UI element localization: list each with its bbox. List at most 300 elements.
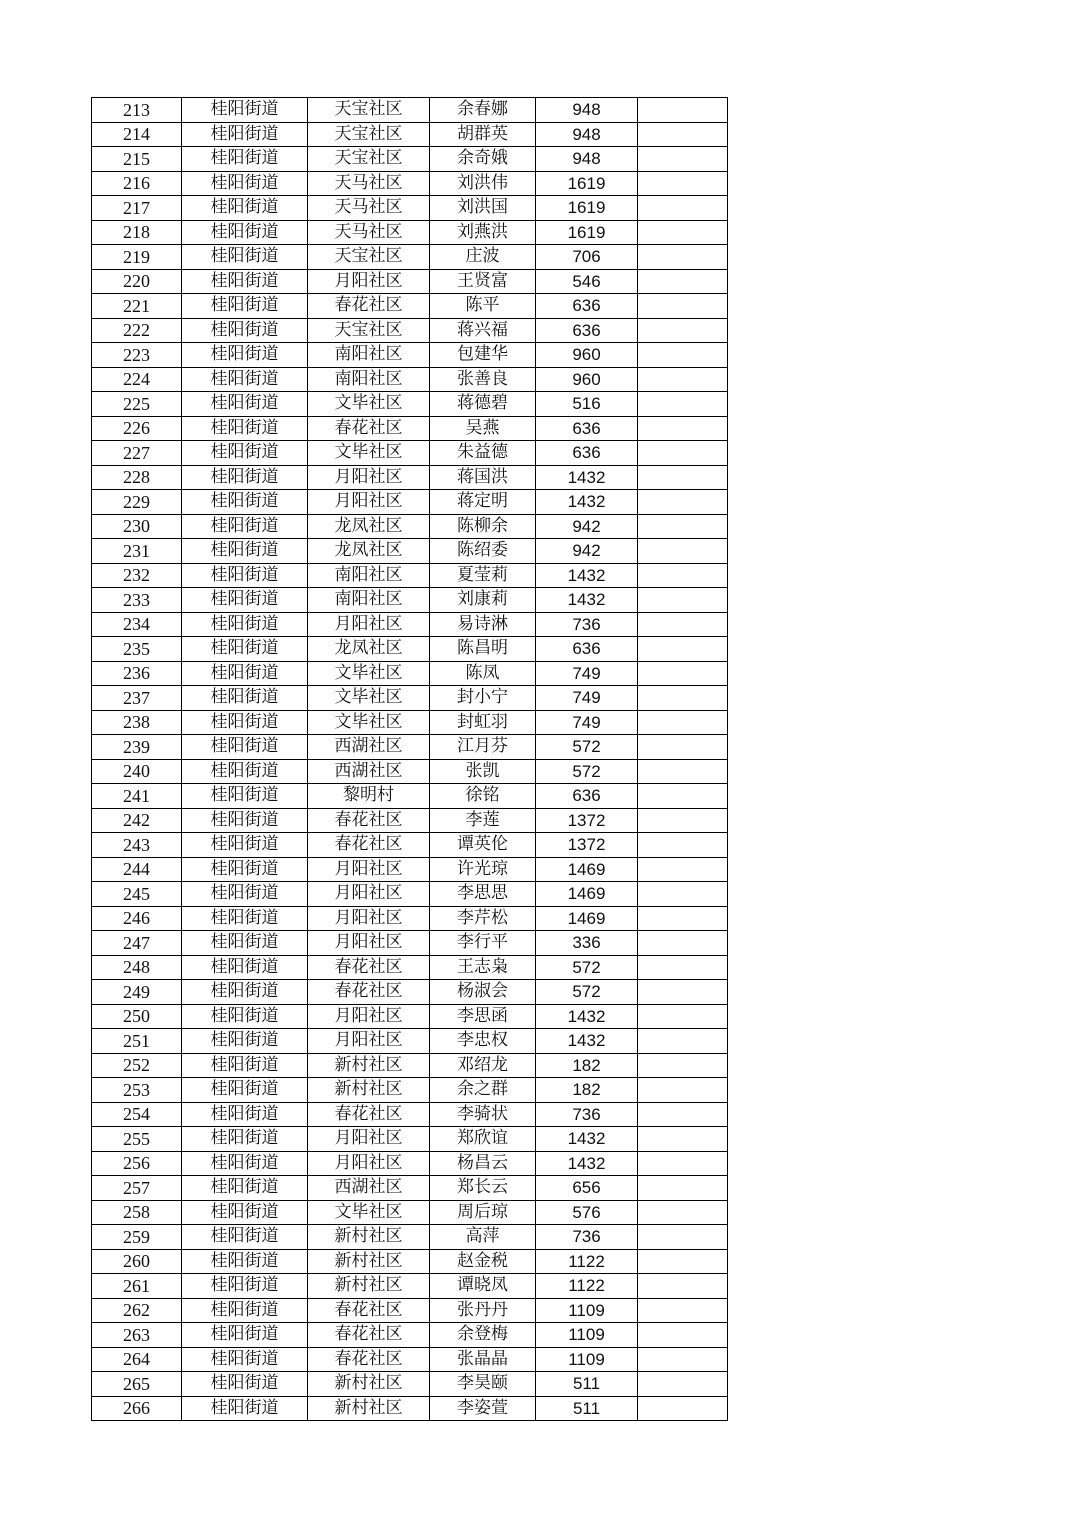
community-name: 月阳社区 [308, 857, 430, 882]
person-name: 杨昌云 [430, 1151, 536, 1176]
person-name: 张凯 [430, 759, 536, 784]
row-number: 242 [92, 808, 182, 833]
street-name: 桂阳街道 [182, 1225, 308, 1250]
remark-cell [638, 637, 728, 662]
amount-value: 1619 [536, 171, 638, 196]
community-name: 新村社区 [308, 1053, 430, 1078]
person-name: 余之群 [430, 1078, 536, 1103]
street-name: 桂阳街道 [182, 784, 308, 809]
community-name: 月阳社区 [308, 1151, 430, 1176]
row-number: 239 [92, 735, 182, 760]
amount-value: 636 [536, 318, 638, 343]
table-body [92, 98, 728, 1421]
table-row [92, 1274, 728, 1299]
row-number: 219 [92, 245, 182, 270]
community-name: 新村社区 [308, 1396, 430, 1421]
street-name: 桂阳街道 [182, 220, 308, 245]
remark-cell [638, 759, 728, 784]
community-name: 春花社区 [308, 808, 430, 833]
community-name: 月阳社区 [308, 1029, 430, 1054]
person-name: 蒋德碧 [430, 392, 536, 417]
remark-cell [638, 465, 728, 490]
person-name: 陈昌明 [430, 637, 536, 662]
person-name: 刘洪国 [430, 196, 536, 221]
row-number: 217 [92, 196, 182, 221]
street-name: 桂阳街道 [182, 294, 308, 319]
amount-value: 511 [536, 1396, 638, 1421]
remark-cell [638, 171, 728, 196]
street-name: 桂阳街道 [182, 318, 308, 343]
community-name: 月阳社区 [308, 465, 430, 490]
table-row [92, 612, 728, 637]
community-name: 春花社区 [308, 1323, 430, 1348]
remark-cell [638, 1029, 728, 1054]
community-name: 春花社区 [308, 1298, 430, 1323]
community-name: 新村社区 [308, 1372, 430, 1397]
table-row [92, 735, 728, 760]
amount-value: 576 [536, 1200, 638, 1225]
remark-cell [638, 1053, 728, 1078]
street-name: 桂阳街道 [182, 490, 308, 515]
person-name: 刘燕洪 [430, 220, 536, 245]
table-row [92, 710, 728, 735]
street-name: 桂阳街道 [182, 710, 308, 735]
person-name: 余春娜 [430, 98, 536, 123]
amount-value: 960 [536, 367, 638, 392]
row-number: 253 [92, 1078, 182, 1103]
table-row [92, 661, 728, 686]
amount-value: 736 [536, 1102, 638, 1127]
table-row [92, 759, 728, 784]
amount-value: 942 [536, 539, 638, 564]
remark-cell [638, 882, 728, 907]
remark-cell [638, 1078, 728, 1103]
row-number: 220 [92, 269, 182, 294]
row-number: 227 [92, 441, 182, 466]
street-name: 桂阳街道 [182, 612, 308, 637]
person-name: 赵金税 [430, 1249, 536, 1274]
person-name: 郑欣谊 [430, 1127, 536, 1152]
remark-cell [638, 245, 728, 270]
remark-cell [638, 612, 728, 637]
street-name: 桂阳街道 [182, 147, 308, 172]
remark-cell [638, 318, 728, 343]
amount-value: 336 [536, 931, 638, 956]
community-name: 天宝社区 [308, 147, 430, 172]
community-name: 文毕社区 [308, 392, 430, 417]
street-name: 桂阳街道 [182, 1053, 308, 1078]
community-name: 春花社区 [308, 1102, 430, 1127]
amount-value: 1109 [536, 1347, 638, 1372]
street-name: 桂阳街道 [182, 1372, 308, 1397]
street-name: 桂阳街道 [182, 1396, 308, 1421]
remark-cell [638, 1323, 728, 1348]
community-name: 月阳社区 [308, 269, 430, 294]
table-row [92, 367, 728, 392]
amount-value: 182 [536, 1053, 638, 1078]
table-row [92, 1298, 728, 1323]
person-name: 李行平 [430, 931, 536, 956]
community-name: 西湖社区 [308, 1176, 430, 1201]
row-number: 265 [92, 1372, 182, 1397]
row-number: 224 [92, 367, 182, 392]
street-name: 桂阳街道 [182, 759, 308, 784]
remark-cell [638, 735, 728, 760]
remark-cell [638, 98, 728, 123]
table-row [92, 1396, 728, 1421]
community-name: 春花社区 [308, 294, 430, 319]
amount-value: 636 [536, 784, 638, 809]
row-number: 235 [92, 637, 182, 662]
table-row [92, 882, 728, 907]
community-name: 文毕社区 [308, 661, 430, 686]
row-number: 234 [92, 612, 182, 637]
street-name: 桂阳街道 [182, 833, 308, 858]
street-name: 桂阳街道 [182, 539, 308, 564]
remark-cell [638, 955, 728, 980]
street-name: 桂阳街道 [182, 465, 308, 490]
row-number: 250 [92, 1004, 182, 1029]
remark-cell [638, 710, 728, 735]
amount-value: 960 [536, 343, 638, 368]
table-row [92, 1323, 728, 1348]
person-name: 蒋兴福 [430, 318, 536, 343]
amount-value: 749 [536, 686, 638, 711]
table-row [92, 416, 728, 441]
remark-cell [638, 906, 728, 931]
remark-cell [638, 1225, 728, 1250]
community-name: 西湖社区 [308, 759, 430, 784]
community-name: 文毕社区 [308, 441, 430, 466]
row-number: 244 [92, 857, 182, 882]
person-name: 李姿萱 [430, 1396, 536, 1421]
amount-value: 572 [536, 980, 638, 1005]
table-row [92, 1225, 728, 1250]
remark-cell [638, 269, 728, 294]
table-row [92, 588, 728, 613]
person-name: 封虹羽 [430, 710, 536, 735]
row-number: 222 [92, 318, 182, 343]
street-name: 桂阳街道 [182, 98, 308, 123]
table-row [92, 1176, 728, 1201]
person-name: 王志枭 [430, 955, 536, 980]
remark-cell [638, 661, 728, 686]
street-name: 桂阳街道 [182, 1004, 308, 1029]
street-name: 桂阳街道 [182, 1151, 308, 1176]
community-name: 春花社区 [308, 980, 430, 1005]
community-name: 月阳社区 [308, 490, 430, 515]
remark-cell [638, 416, 728, 441]
community-name: 天宝社区 [308, 245, 430, 270]
row-number: 232 [92, 563, 182, 588]
street-name: 桂阳街道 [182, 1127, 308, 1152]
person-name: 李忠权 [430, 1029, 536, 1054]
remark-cell [638, 784, 728, 809]
person-name: 陈绍委 [430, 539, 536, 564]
community-name: 南阳社区 [308, 588, 430, 613]
person-name: 夏莹莉 [430, 563, 536, 588]
person-name: 邓绍龙 [430, 1053, 536, 1078]
row-number: 243 [92, 833, 182, 858]
amount-value: 706 [536, 245, 638, 270]
row-number: 252 [92, 1053, 182, 1078]
row-number: 240 [92, 759, 182, 784]
amount-value: 511 [536, 1372, 638, 1397]
street-name: 桂阳街道 [182, 245, 308, 270]
person-name: 杨淑会 [430, 980, 536, 1005]
table-row [92, 1200, 728, 1225]
table-row [92, 906, 728, 931]
row-number: 215 [92, 147, 182, 172]
row-number: 230 [92, 514, 182, 539]
person-name: 谭晓凤 [430, 1274, 536, 1299]
table-row [92, 245, 728, 270]
street-name: 桂阳街道 [182, 1249, 308, 1274]
row-number: 255 [92, 1127, 182, 1152]
person-name: 朱益德 [430, 441, 536, 466]
table-row [92, 196, 728, 221]
row-number: 214 [92, 122, 182, 147]
amount-value: 736 [536, 1225, 638, 1250]
person-name: 徐铭 [430, 784, 536, 809]
remark-cell [638, 196, 728, 221]
street-name: 桂阳街道 [182, 1274, 308, 1299]
person-name: 蒋国洪 [430, 465, 536, 490]
table-row [92, 1127, 728, 1152]
street-name: 桂阳街道 [182, 1200, 308, 1225]
amount-value: 1432 [536, 490, 638, 515]
community-name: 南阳社区 [308, 343, 430, 368]
amount-value: 749 [536, 661, 638, 686]
remark-cell [638, 563, 728, 588]
community-name: 文毕社区 [308, 1200, 430, 1225]
row-number: 221 [92, 294, 182, 319]
remark-cell [638, 686, 728, 711]
street-name: 桂阳街道 [182, 122, 308, 147]
row-number: 256 [92, 1151, 182, 1176]
table-row [92, 1004, 728, 1029]
remark-cell [638, 808, 728, 833]
table-row [92, 441, 728, 466]
row-number: 226 [92, 416, 182, 441]
amount-value: 1469 [536, 906, 638, 931]
person-name: 高萍 [430, 1225, 536, 1250]
table-row [92, 343, 728, 368]
person-name: 刘洪伟 [430, 171, 536, 196]
person-name: 江月芬 [430, 735, 536, 760]
table-row [92, 980, 728, 1005]
person-name: 王贤富 [430, 269, 536, 294]
row-number: 246 [92, 906, 182, 931]
person-name: 包建华 [430, 343, 536, 368]
row-number: 266 [92, 1396, 182, 1421]
remark-cell [638, 1372, 728, 1397]
community-name: 春花社区 [308, 833, 430, 858]
amount-value: 1109 [536, 1298, 638, 1323]
table-row [92, 490, 728, 515]
street-name: 桂阳街道 [182, 1347, 308, 1372]
amount-value: 1432 [536, 465, 638, 490]
street-name: 桂阳街道 [182, 882, 308, 907]
street-name: 桂阳街道 [182, 686, 308, 711]
person-name: 郑长云 [430, 1176, 536, 1201]
row-number: 231 [92, 539, 182, 564]
person-name: 李莲 [430, 808, 536, 833]
person-name: 李思函 [430, 1004, 536, 1029]
table-row [92, 171, 728, 196]
community-name: 新村社区 [308, 1249, 430, 1274]
community-name: 天宝社区 [308, 318, 430, 343]
person-name: 李骑状 [430, 1102, 536, 1127]
table-row [92, 637, 728, 662]
person-name: 庄波 [430, 245, 536, 270]
community-name: 天宝社区 [308, 122, 430, 147]
street-name: 桂阳街道 [182, 857, 308, 882]
street-name: 桂阳街道 [182, 416, 308, 441]
table-row [92, 269, 728, 294]
street-name: 桂阳街道 [182, 661, 308, 686]
amount-value: 942 [536, 514, 638, 539]
table-row [92, 1372, 728, 1397]
street-name: 桂阳街道 [182, 637, 308, 662]
community-name: 春花社区 [308, 955, 430, 980]
street-name: 桂阳街道 [182, 514, 308, 539]
remark-cell [638, 980, 728, 1005]
community-name: 黎明村 [308, 784, 430, 809]
person-name: 陈凤 [430, 661, 536, 686]
amount-value: 636 [536, 441, 638, 466]
amount-value: 948 [536, 98, 638, 123]
remark-cell [638, 1176, 728, 1201]
amount-value: 1432 [536, 1004, 638, 1029]
community-name: 龙凤社区 [308, 539, 430, 564]
row-number: 260 [92, 1249, 182, 1274]
amount-value: 736 [536, 612, 638, 637]
amount-value: 749 [536, 710, 638, 735]
amount-value: 1619 [536, 220, 638, 245]
person-name: 易诗淋 [430, 612, 536, 637]
person-name: 李思思 [430, 882, 536, 907]
table-row [92, 514, 728, 539]
table-row [92, 833, 728, 858]
amount-value: 1122 [536, 1249, 638, 1274]
row-number: 216 [92, 171, 182, 196]
table-row [92, 318, 728, 343]
table-row [92, 220, 728, 245]
amount-value: 572 [536, 955, 638, 980]
table-row [92, 392, 728, 417]
person-name: 李芹松 [430, 906, 536, 931]
row-number: 223 [92, 343, 182, 368]
table-row [92, 294, 728, 319]
remark-cell [638, 294, 728, 319]
row-number: 225 [92, 392, 182, 417]
remark-cell [638, 490, 728, 515]
remark-cell [638, 1151, 728, 1176]
amount-value: 1432 [536, 1029, 638, 1054]
remark-cell [638, 220, 728, 245]
person-name: 刘康莉 [430, 588, 536, 613]
remark-cell [638, 514, 728, 539]
remark-cell [638, 1004, 728, 1029]
community-name: 南阳社区 [308, 563, 430, 588]
table-row [92, 147, 728, 172]
person-name: 周后琼 [430, 1200, 536, 1225]
row-number: 229 [92, 490, 182, 515]
community-name: 天马社区 [308, 171, 430, 196]
amount-value: 1372 [536, 833, 638, 858]
amount-value: 1432 [536, 1127, 638, 1152]
street-name: 桂阳街道 [182, 955, 308, 980]
remark-cell [638, 1347, 728, 1372]
amount-value: 1372 [536, 808, 638, 833]
remark-cell [638, 122, 728, 147]
remark-cell [638, 539, 728, 564]
row-number: 259 [92, 1225, 182, 1250]
amount-value: 1469 [536, 882, 638, 907]
street-name: 桂阳街道 [182, 441, 308, 466]
row-number: 247 [92, 931, 182, 956]
remark-cell [638, 833, 728, 858]
amount-value: 1469 [536, 857, 638, 882]
community-name: 南阳社区 [308, 367, 430, 392]
street-name: 桂阳街道 [182, 392, 308, 417]
street-name: 桂阳街道 [182, 1102, 308, 1127]
table-row [92, 1102, 728, 1127]
community-name: 文毕社区 [308, 710, 430, 735]
table-row [92, 98, 728, 123]
street-name: 桂阳街道 [182, 1298, 308, 1323]
community-name: 天宝社区 [308, 98, 430, 123]
person-name: 张丹丹 [430, 1298, 536, 1323]
street-name: 桂阳街道 [182, 808, 308, 833]
person-name: 陈平 [430, 294, 536, 319]
street-name: 桂阳街道 [182, 196, 308, 221]
table-row [92, 1053, 728, 1078]
amount-value: 572 [536, 759, 638, 784]
street-name: 桂阳街道 [182, 269, 308, 294]
row-number: 249 [92, 980, 182, 1005]
person-name: 许光琼 [430, 857, 536, 882]
amount-value: 636 [536, 637, 638, 662]
person-name: 蒋定明 [430, 490, 536, 515]
remark-cell [638, 1127, 728, 1152]
remark-cell [638, 931, 728, 956]
table-row [92, 122, 728, 147]
person-name: 谭英伦 [430, 833, 536, 858]
amount-value: 656 [536, 1176, 638, 1201]
community-name: 天马社区 [308, 196, 430, 221]
table-row [92, 1029, 728, 1054]
remark-cell [638, 1249, 728, 1274]
remark-cell [638, 147, 728, 172]
table-row [92, 857, 728, 882]
amount-value: 1122 [536, 1274, 638, 1299]
row-number: 262 [92, 1298, 182, 1323]
table-row [92, 465, 728, 490]
community-name: 新村社区 [308, 1274, 430, 1299]
row-number: 257 [92, 1176, 182, 1201]
person-name: 张善良 [430, 367, 536, 392]
amount-value: 516 [536, 392, 638, 417]
table-row [92, 1151, 728, 1176]
table-row [92, 1249, 728, 1274]
table-row [92, 931, 728, 956]
community-name: 西湖社区 [308, 735, 430, 760]
person-name: 李昊颐 [430, 1372, 536, 1397]
remark-cell [638, 343, 728, 368]
remark-cell [638, 392, 728, 417]
